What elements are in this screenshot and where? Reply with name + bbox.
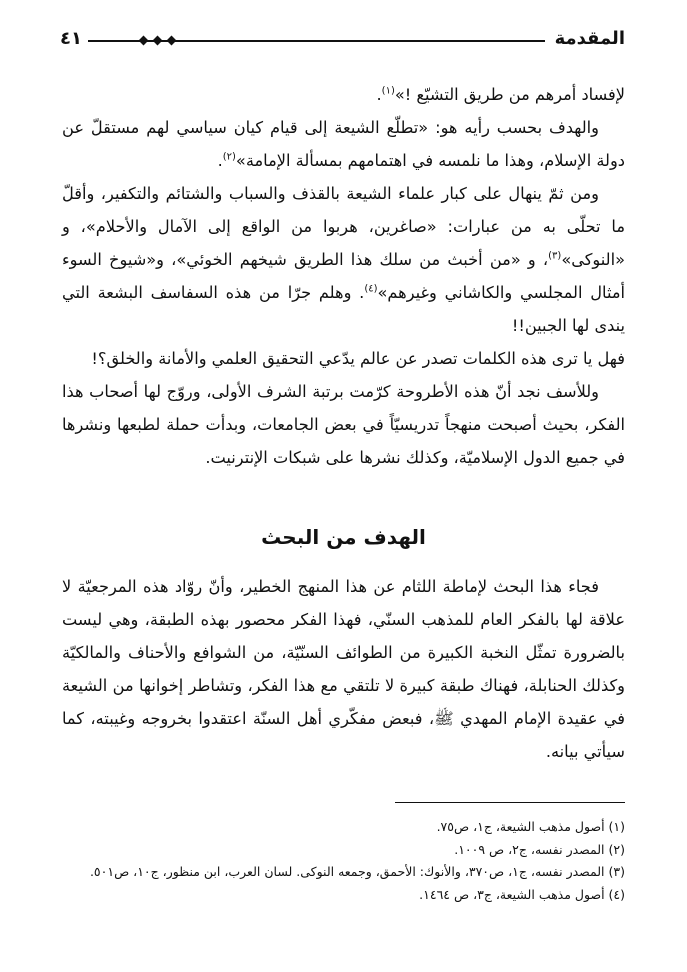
ornament-diamond (167, 36, 177, 46)
paragraph: وللأسف نجد أنّ هذه الأطروحة كرّمت برتبة الشرف الأولى، وروّج لها أصحاب هذا الفكر، بحيث أصبحت منهجاً تدريسيّاً في بعض الجامعات، وبدأت حملة لطبعها ونشرها في جميع الدول الإسلاميّة، وكذلك نشرها على شبكات الإنترنيت. (62, 382, 625, 467)
ornament-diamond (139, 36, 149, 46)
footnote-separator (395, 802, 625, 803)
paragraph: فجاء هذا البحث لإماطة اللثام عن هذا المنهج الخطير، وأنّ روّاد هذه المرجعيّة لا علاقة لها بالفكر العام للمذهب السنّي، فهذا الفكر محصور بهذه الطبقة، وهي ليست بالضرورة تمثّل النخبة الكبيرة من الطوائف السنّيّة، من الشوافع والأحناف والمالكيّة وكذلك الحنابلة، فهناك طبقة كبيرة لا تلتقي مع هذا الفكر، وتشاطر إخوانها من الشيعة في عقيدة الإمام المهدي ﷺ، فبعض مفكّري أهل السنّة اعتقدوا بخروجه وغيبته، كما سيأتي بيانه. (62, 577, 625, 761)
section-heading: الهدف من البحث (261, 525, 426, 549)
page-number: ٤١ (60, 28, 82, 49)
header-ornament-rule (88, 40, 545, 42)
paragraph: لإفساد أمرهم من طريق التشيّع !»$^{(١)}$. (376, 85, 625, 104)
footnote-ref: (٤) (364, 283, 378, 295)
footnote: (٢) المصدر نفسه، ج٢، ص ١٠٠٩. (454, 841, 625, 857)
footnote: (٤) أصول مذهب الشيعة، ج٣، ص ١٤٦٤. (419, 886, 625, 902)
footnote-ref: (٢) (222, 151, 236, 163)
footnote-ref: (٣) (548, 250, 562, 262)
footnotes (62, 816, 625, 906)
body-text-section (62, 570, 625, 768)
footnote: (٣) المصدر نفسه، ج١، ص٣٧٠، والأنوك: الأحمق، وجمعه النوكى. لسان العرب، ابن منظور، ج١٠، ص٥٠١. (89, 864, 625, 879)
footnote-ref: (١) (381, 85, 395, 97)
chapter-title: المقدمة (554, 28, 625, 49)
body-text-top (62, 78, 625, 474)
paragraph: ومن ثمّ ينهال على كبار علماء الشيعة بالقذف والسباب والشتائم والتكفير، وأقلّ ما تحلّى به من عبارات: «صاغرين، هربوا من الواقع إلى الآمال والأحلام»، و «النوكى»$^{(٣)}$، و «من أخبث من سلك هذا الطريق شيخهم الخوئي»، و«شيوخ السوء أمثال المجلسي والكاشاني وغيرهم»$^{(٤)}$. وهلم جرّا من هذه السفاسف البشعة التي يندى لها الجبين!! (62, 184, 626, 335)
footnote: (١) أصول مذهب الشيعة، ج١، ص٧٥. (436, 819, 625, 834)
running-head (60, 28, 625, 54)
paragraph: فهل يا ترى هذه الكلمات تصدر عن عالم يدّعي التحقيق العلمي والأمانة والخلق؟! (91, 349, 625, 368)
paragraph: والهدف بحسب رأيه هو: «تطلّع الشيعة إلى قيام كيان سياسي لهم مستقلّ عن دولة الإسلام، وهذا ما نلمسه في اهتمامهم بمسألة الإمامة»$^{(٢)}$. (62, 118, 625, 170)
ornament-diamond (153, 36, 163, 46)
